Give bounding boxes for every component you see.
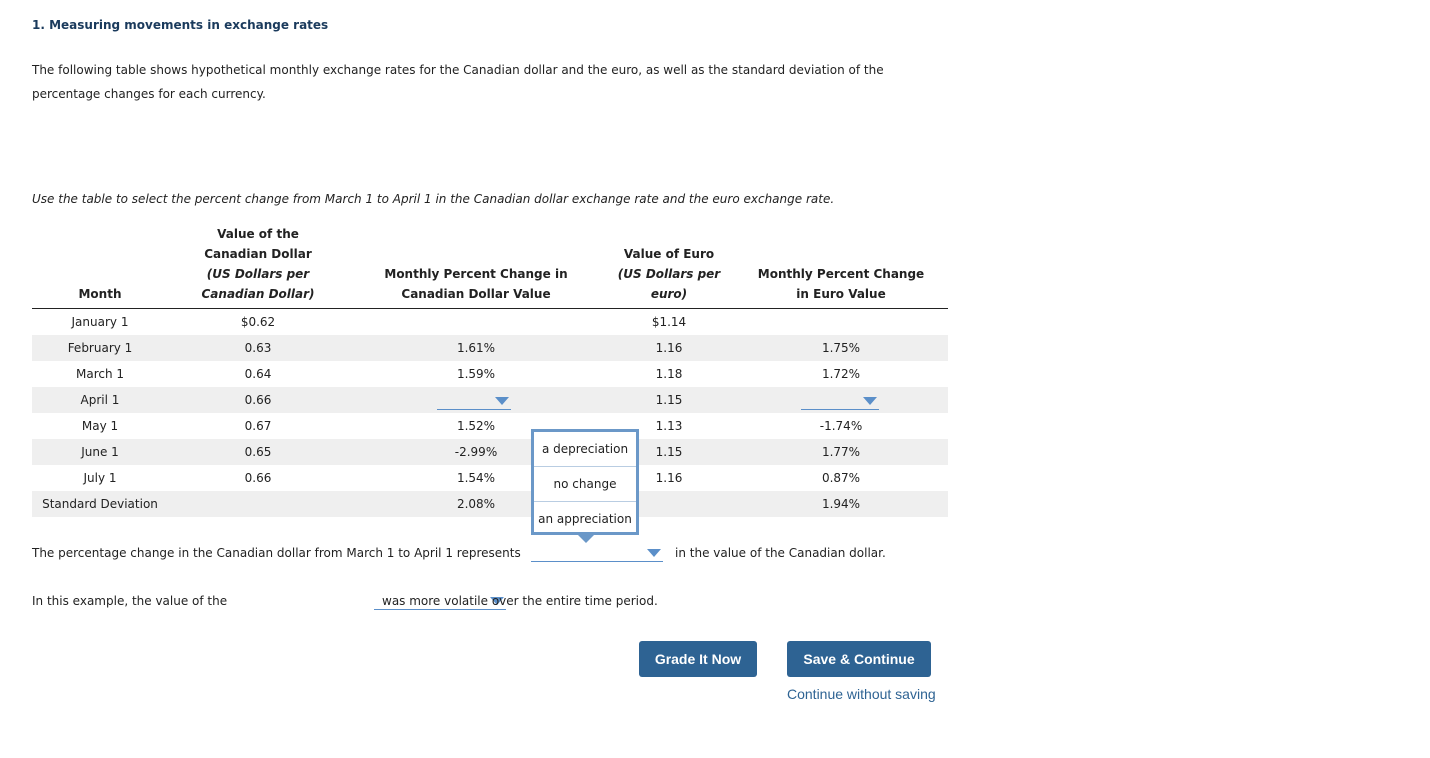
dropdown-options-popup (531, 429, 639, 535)
month-cell: January 1 (71, 315, 129, 329)
popup-pointer (578, 535, 594, 543)
cad-pct-cell: 1.52% (456, 419, 496, 433)
month-cell: July 1 (83, 471, 117, 485)
cad-value-cell: 0.66 (244, 471, 272, 485)
cad-value-cell (168, 491, 348, 517)
table-row (32, 413, 948, 439)
euro-value-cell: 1.16 (604, 335, 734, 361)
sentence1-prefix: The percentage change in the Canadian dollar from March 1 to April 1 represents (32, 546, 521, 560)
euro-pct-cell: 1.94% (734, 491, 948, 517)
euro-pct-cell: 1.77% (734, 439, 948, 465)
euro-value-cell: 1.16 (655, 471, 683, 485)
month-cell: June 1 (32, 439, 168, 465)
cad-pct-cell: 1.61% (348, 335, 604, 361)
cad-pct-cell: 2.08% (348, 491, 604, 517)
table-row (32, 387, 948, 413)
chevron-down-icon (647, 549, 661, 557)
euro-pct-april-dropdown[interactable] (801, 391, 879, 410)
option-an-appreciation[interactable]: an appreciation (538, 512, 632, 526)
cad-pct-cell (348, 309, 604, 336)
euro-value-cell: $1.14 (651, 315, 687, 329)
header-month: Month (32, 224, 168, 309)
month-cell: March 1 (75, 367, 125, 381)
cad-pct-cell: 1.59% (456, 367, 496, 381)
cad-pct-april-dropdown[interactable] (437, 391, 511, 410)
question-intro: The following table shows hypothetical monthly exchange rates for the Canadian dollar and the euro, as well as the standard deviation of the percentage changes for each currency. (32, 63, 884, 101)
option-a-depreciation[interactable]: a depreciation (534, 432, 636, 467)
table-row (32, 439, 948, 465)
cad-value-cell: 0.66 (168, 387, 348, 413)
cad-pct-cell (348, 387, 604, 413)
cad-change-type-dropdown[interactable] (531, 543, 663, 562)
sentence1-suffix: in the value of the Canadian dollar. (675, 546, 886, 560)
header-euro-value: Value of Euro (US Dollars per euro) (604, 224, 734, 309)
sentence2-prefix: In this example, the value of the (32, 594, 228, 608)
sentence2-suffix: was more volatile over the entire time period. (382, 594, 658, 608)
save-and-continue-button[interactable]: Save & Continue (787, 641, 931, 677)
table-row-standard-deviation (32, 491, 948, 517)
euro-pct-cell (734, 309, 948, 336)
chevron-down-icon (863, 397, 877, 405)
euro-value-cell: 1.15 (604, 387, 734, 413)
euro-value-cell: 1.13 (655, 419, 683, 433)
month-cell: April 1 (32, 387, 168, 413)
table-row (32, 465, 948, 491)
month-cell: May 1 (81, 419, 119, 433)
header-cad-pct: Monthly Percent Change in Canadian Dollar Value (348, 224, 604, 309)
continue-without-saving-link[interactable]: Continue without saving (787, 686, 936, 702)
euro-value-cell: 1.18 (655, 367, 683, 381)
cad-value-cell: 0.64 (244, 367, 272, 381)
cad-value-cell: 0.63 (168, 335, 348, 361)
table-row (32, 309, 948, 336)
euro-pct-cell: 1.75% (734, 335, 948, 361)
table-row (32, 361, 948, 387)
table-row (32, 335, 948, 361)
euro-pct-cell: 1.72% (821, 367, 861, 381)
cad-pct-cell: -2.99% (348, 439, 604, 465)
euro-pct-cell (734, 387, 948, 413)
question-title: 1. Measuring movements in exchange rates (32, 18, 329, 32)
cad-pct-cell: 1.54% (456, 471, 496, 485)
question-instruction: Use the table to select the percent change from March 1 to April 1 in the Canadian dollar exchange rate and the euro exchange rate. (32, 192, 835, 206)
table-header-row (32, 224, 948, 309)
grade-it-now-button[interactable]: Grade It Now (639, 641, 757, 677)
header-euro-pct: Monthly Percent Change in Euro Value (734, 224, 948, 309)
euro-pct-cell: 0.87% (821, 471, 861, 485)
exchange-rate-table (32, 224, 948, 517)
option-no-change[interactable]: no change (534, 467, 636, 502)
month-cell: February 1 (32, 335, 168, 361)
euro-value-cell: 1.15 (604, 439, 734, 465)
header-cad-value: Value of the Canadian Dollar (US Dollars per Canadian Dollar) (168, 224, 348, 309)
cad-value-cell: $0.62 (240, 315, 276, 329)
cad-value-cell: 0.65 (168, 439, 348, 465)
chevron-down-icon (495, 397, 509, 405)
cad-value-cell: 0.67 (244, 419, 272, 433)
euro-pct-cell: -1.74% (819, 419, 863, 433)
sd-label-cell: Standard Deviation (32, 491, 168, 517)
